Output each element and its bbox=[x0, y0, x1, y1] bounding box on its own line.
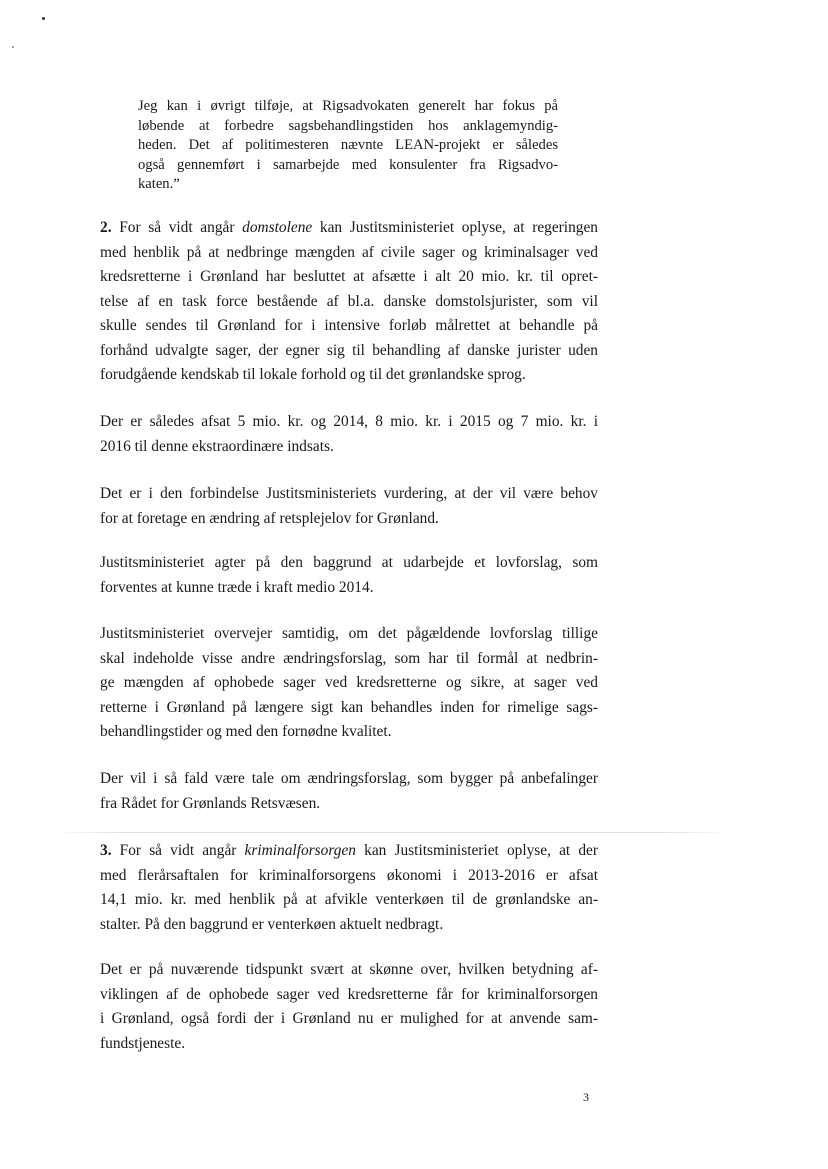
quote-line: løbende at forbedre sagsbehandlingstiden hos anklagemyndig- bbox=[138, 117, 558, 134]
text-line: Der er således afsat 5 mio. kr. og 2014, 8 mio. kr. i 2015 og 7 mio. kr. i bbox=[100, 413, 598, 430]
scan-speck bbox=[42, 17, 45, 20]
text-line: ge mængden af ophobede sager ved kredsretterne og sikre, at sager ved bbox=[100, 674, 598, 691]
scan-speck bbox=[12, 46, 14, 48]
quote-line: katen.” bbox=[138, 176, 180, 193]
section-number: 2. bbox=[100, 219, 112, 236]
text-line: skal indeholde visse andre ændringsforslag, som har til formål at nedbrin- bbox=[100, 649, 598, 667]
text-line: forhånd udvalgte sager, der egner sig til behandling af danske jurister uden bbox=[100, 341, 598, 359]
text-line: behandlingstider og med den fornødne kvalitet. bbox=[100, 723, 392, 740]
quote-line: Jeg kan i øvrigt tilføje, at Rigsadvokaten generelt har fokus på bbox=[138, 98, 558, 114]
paragraph-anbefalinger bbox=[100, 767, 598, 816]
text-line: forventes at kunne træde i kraft medio 2014. bbox=[100, 578, 374, 596]
section-intro: For så vidt angår bbox=[111, 219, 243, 236]
text-line: viklingen af de ophobede sager ved kredsretterne får for kriminalforsorgen bbox=[100, 985, 598, 1003]
text-line: Det er på nuværende tidspunkt svært at skønne over, hvilken betydning af- bbox=[100, 961, 598, 978]
text-line: Justitsministeriet overvejer samtidig, om det pågældende lovforslag tillige bbox=[100, 625, 598, 642]
text-line: i Grønland, også fordi der i Grønland nu er mulighed for at anvende sam- bbox=[100, 1010, 598, 1027]
text-line: skulle sendes til Grønland for i intensive forløb målrettet at behandle på bbox=[100, 317, 598, 334]
quote-line: også gennemført i samarbejde med konsulenter fra Rigsadvo- bbox=[138, 156, 558, 173]
section-2-first-line bbox=[100, 216, 598, 241]
paragraph-overvejer bbox=[100, 622, 598, 745]
paragraph-lovforslag bbox=[100, 551, 598, 600]
text-line: kredsretterne i Grønland har besluttet at afsætte i alt 20 mio. kr. til opret- bbox=[100, 268, 598, 285]
text-line: Der vil i så fald være tale om ændringsforslag, som bygger på anbefalinger bbox=[100, 770, 598, 787]
section-2-paragraph bbox=[100, 216, 598, 388]
text-line: telse af en task force bestående af bl.a. danske domstolsjurister, som vil bbox=[100, 292, 598, 310]
text-line: fundstjeneste. bbox=[100, 1034, 186, 1052]
quote-block bbox=[138, 97, 558, 195]
text-line: Det er i den forbindelse Justitsministeriets vurdering, at der vil være behov bbox=[100, 485, 598, 502]
section-first-line-rest: kan Justitsministeriet oplyse, at regeringen bbox=[312, 219, 598, 236]
scan-divider bbox=[52, 832, 732, 833]
paragraph-afsat bbox=[100, 410, 598, 459]
text-line: for at foretage en ændring af retsplejelov for Grønland. bbox=[100, 509, 439, 527]
text-line: fra Rådet for Grønlands Retsvæsen. bbox=[100, 794, 321, 812]
section-first-line-rest: kan Justitsministeriet oplyse, at der bbox=[356, 842, 598, 859]
section-number: 3. bbox=[100, 842, 112, 859]
paragraph-vurdering bbox=[100, 482, 598, 531]
paragraph-skonne bbox=[100, 958, 598, 1056]
section-emphasis: domstolene bbox=[242, 219, 313, 236]
section-3-first-line bbox=[100, 839, 598, 864]
text-line: stalter. På den baggrund er venterkøen aktuelt nedbragt. bbox=[100, 915, 444, 933]
text-line: forudgående kendskab til lokale forhold og til det grønlandske sprog. bbox=[100, 366, 526, 383]
text-line: med henblik på at nedbringe mængden af civile sager og kriminalsager ved bbox=[100, 243, 598, 261]
section-emphasis: kriminalforsorgen bbox=[244, 842, 356, 859]
text-line: med flerårsaftalen for kriminalforsorgens økonomi i 2013-2016 er afsat bbox=[100, 866, 598, 884]
text-line: retterne i Grønland på længere sigt kan behandles inden for rimelige sags- bbox=[100, 698, 598, 716]
page-number: 3 bbox=[583, 1090, 589, 1104]
section-intro: For så vidt angår bbox=[111, 842, 245, 859]
text-line: Justitsministeriet agter på den baggrund at udarbejde et lovforslag, som bbox=[100, 554, 598, 571]
text-line: 14,1 mio. kr. med henblik på at afvikle venterkøen til de grønlandske an- bbox=[100, 891, 598, 908]
text-line: 2016 til denne ekstraordinære indsats. bbox=[100, 437, 334, 455]
section-3-paragraph bbox=[100, 839, 598, 937]
quote-line: heden. Det af politimesteren nævnte LEAN-projekt er således bbox=[138, 137, 558, 154]
